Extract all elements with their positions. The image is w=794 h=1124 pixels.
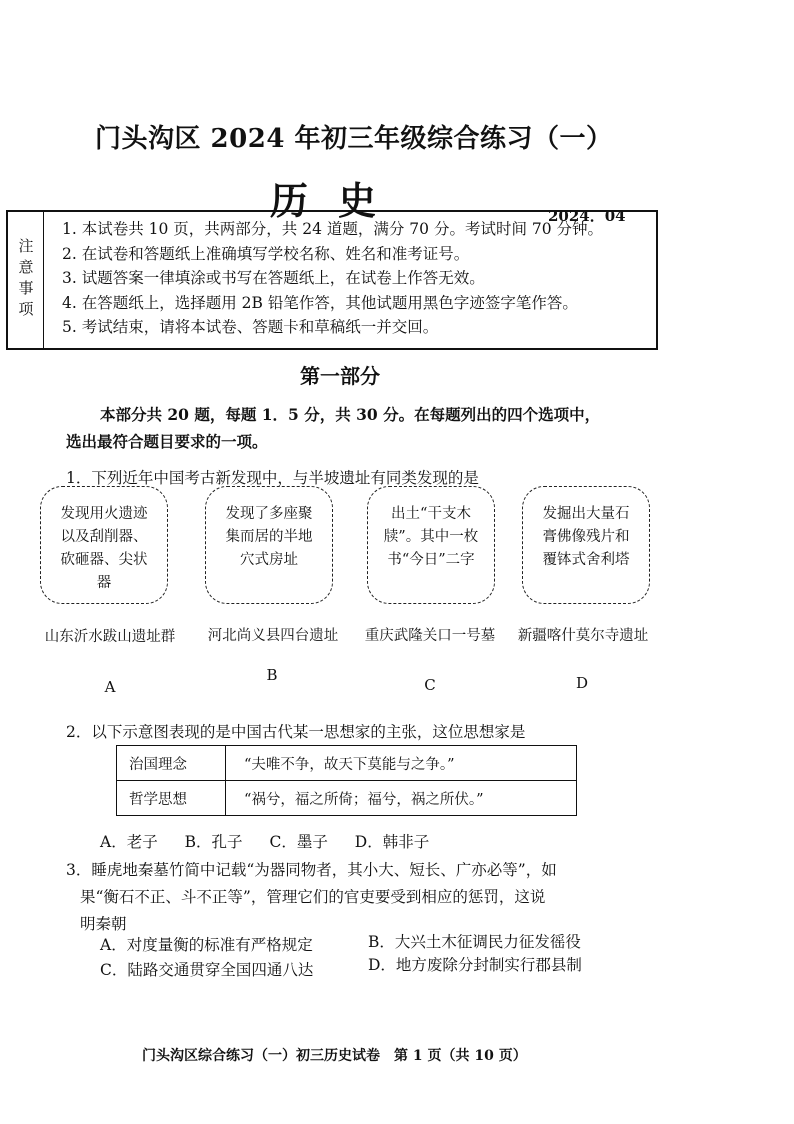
q1-option-letter-d: D xyxy=(575,674,589,692)
notice-list xyxy=(62,217,603,340)
q1-option-card-c xyxy=(367,486,495,604)
q2-option-d: D．韩非子 xyxy=(354,833,430,851)
q1-option-card-b xyxy=(205,486,333,604)
q1-site-name-b: 河北尚义县四台遗址 xyxy=(207,628,339,644)
q1-option-letter-c: C xyxy=(424,676,436,694)
question-3-stem: 果“衡石不正、斗不正等”，管理它们的官吏要受到相应的惩罚，这说 xyxy=(80,888,546,906)
q2-option-a: A．老子 xyxy=(100,833,158,851)
notice-item: 2. 在试卷和答题纸上准确填写学校名称、姓名和准考证号。 xyxy=(62,244,470,263)
q3-option-d: D．地方废除分封制实行郡县制 xyxy=(368,956,582,974)
q1-option-letter-b: B xyxy=(266,666,278,684)
q1-site-name-c: 重庆武隆关口一号墓 xyxy=(364,628,496,644)
exam-title: 门头沟区 2024 年初三年级综合练习（一） xyxy=(95,124,613,154)
table-row xyxy=(117,781,577,816)
q2-table xyxy=(116,745,577,816)
table-cell-value: “夫唯不争，故天下莫能与之争。” xyxy=(226,746,577,781)
q1-option-card-text: 发现用火遗迹以及刮削器、砍砸器、尖状器 xyxy=(60,506,148,591)
page-footer: 门头沟区综合练习（一）初三历史试卷 第 1 页（共 10 页） xyxy=(142,1048,527,1064)
notice-item: 1. 本试卷共 10 页，共两部分，共 24 道题，满分 70 分。考试时间 70 分钟。 xyxy=(62,220,604,238)
exam-date: 2024．04 xyxy=(548,207,626,225)
notice-item: 4. 在答题纸上，选择题用 2B 铅笔作答，其他试题用黑色字迹签字笔作答。 xyxy=(62,293,578,312)
table-row xyxy=(117,746,577,781)
q3-option-b: B．大兴土木征调民力征发徭役 xyxy=(368,933,581,951)
notice-box xyxy=(6,210,658,350)
question-3-stem: 3．睡虎地秦墓竹简中记载“为器同物者，其小大、短长、广亦必等”，如 xyxy=(66,861,557,879)
q1-option-letter-a: A xyxy=(104,678,116,696)
part-intro: 选出最符合题目要求的一项。 xyxy=(66,432,268,451)
table-cell-value: “祸兮，福之所倚；福兮，祸之所伏。” xyxy=(226,781,577,816)
q1-option-card-text: 发现了多座聚集而居的半地穴式房址 xyxy=(225,506,313,568)
q1-option-card-a xyxy=(40,486,168,604)
q3-option-a: A．对度量衡的标准有严格规定 xyxy=(100,936,313,954)
q2-option-b: B．孔子 xyxy=(184,833,243,851)
notice-item: 5. 考试结束，请将本试卷、答题卡和草稿纸一并交回。 xyxy=(62,318,439,336)
subject-title: 历史 xyxy=(270,178,407,223)
q1-option-card-text: 发掘出大量石膏佛像残片和覆钵式舍利塔 xyxy=(542,506,630,568)
question-1-stem: 1．下列近年中国考古新发现中，与半坡遗址有同类发现的是 xyxy=(66,469,479,487)
q2-options xyxy=(100,830,451,852)
notice-label: 注意事项 xyxy=(18,237,34,318)
table-cell-key: 哲学思想 xyxy=(117,781,226,816)
q3-option-c: C．陆路交通贯穿全国四通八达 xyxy=(100,961,314,979)
q2-option-c: C．墨子 xyxy=(269,833,328,851)
q1-site-name-d: 新疆喀什莫尔寺遗址 xyxy=(517,628,649,644)
part-title: 第一部分 xyxy=(300,364,380,388)
q1-site-name-a: 山东沂水跋山遗址群 xyxy=(44,629,176,645)
question-2-stem: 2．以下示意图表现的是中国古代某一思想家的主张，这位思想家是 xyxy=(66,723,526,741)
notice-item: 3. 试题答案一律填涂或书写在答题纸上，在试卷上作答无效。 xyxy=(62,269,485,287)
table-cell-key: 治国理念 xyxy=(117,746,226,781)
notice-label-cell xyxy=(8,212,44,348)
part-intro: 本部分共 20 题，每题 1．5 分，共 30 分。在每题列出的四个选项中， xyxy=(100,405,601,424)
q1-option-card-text: 出土“干支木牍”。其中一枚书“今日”二字 xyxy=(383,506,479,568)
q1-option-card-d xyxy=(522,486,650,604)
question-3-stem: 明秦朝 xyxy=(80,915,127,933)
